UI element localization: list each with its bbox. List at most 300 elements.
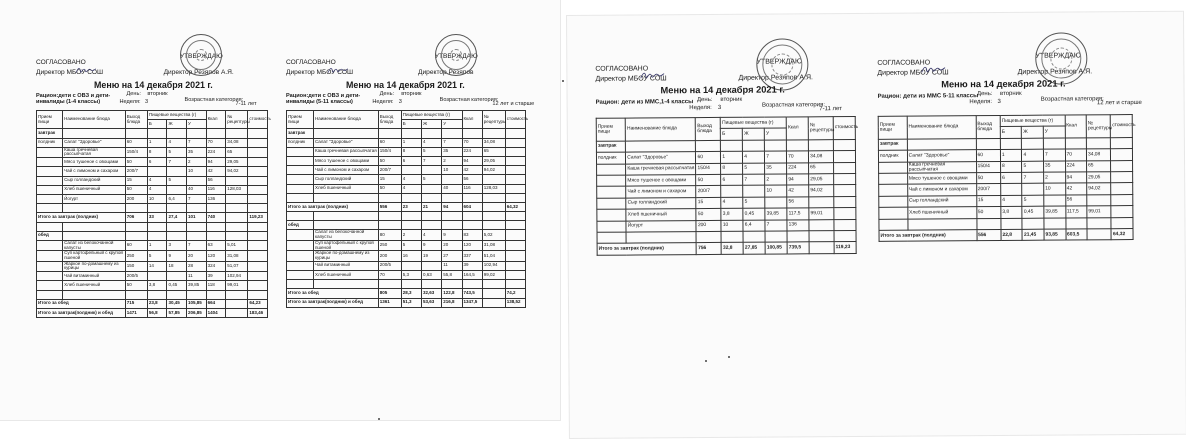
signature-icon bbox=[75, 66, 97, 75]
col-header-kcal: Ккал bbox=[206, 111, 226, 129]
cell: 20 bbox=[442, 240, 462, 250]
cell bbox=[167, 167, 187, 176]
cell bbox=[1086, 137, 1110, 149]
cell bbox=[1044, 218, 1066, 230]
director-name: Директор Резяпов А.Я. bbox=[163, 69, 234, 76]
cell: 1 bbox=[147, 138, 167, 147]
cell: 29,05 bbox=[482, 156, 505, 165]
cell bbox=[248, 272, 268, 281]
dish-name: Чай витаминный bbox=[314, 261, 379, 270]
cell: 324 bbox=[206, 261, 226, 271]
col-header-name: Наименование блюда bbox=[907, 116, 976, 139]
week-label: Неделя: bbox=[969, 99, 993, 106]
cell: 150/4 bbox=[378, 147, 401, 156]
cell: 1471 bbox=[125, 308, 147, 317]
cell: 35 bbox=[187, 147, 207, 157]
signature-left bbox=[327, 62, 349, 80]
dish-name: Хлеб пшеничный bbox=[63, 281, 126, 290]
cell bbox=[1087, 217, 1111, 229]
cell: 60 bbox=[976, 150, 1000, 162]
dish-name: Каша гречневая рассыпчатая bbox=[626, 163, 696, 175]
cell: 119,23 bbox=[834, 242, 856, 254]
table-row bbox=[287, 193, 526, 202]
cell: 206,85 bbox=[187, 308, 207, 317]
cell: 10 bbox=[187, 167, 207, 176]
cell: 4 bbox=[721, 197, 743, 209]
cell: 5 bbox=[167, 176, 187, 185]
total-row bbox=[37, 213, 268, 222]
cell bbox=[248, 138, 268, 147]
meal-cell bbox=[597, 186, 626, 198]
cell: 16 bbox=[401, 251, 421, 261]
seal-stamp-icon bbox=[756, 38, 808, 90]
meal-cell bbox=[597, 209, 626, 221]
total-row bbox=[287, 298, 526, 307]
cell bbox=[1043, 138, 1065, 150]
col-header-u: У bbox=[187, 120, 207, 129]
cell: 6 bbox=[147, 158, 167, 167]
cell bbox=[206, 204, 226, 213]
dish-name: Салат "Здоровье" bbox=[907, 150, 976, 162]
cell: 4 bbox=[421, 230, 441, 240]
table-row bbox=[287, 251, 526, 261]
cell bbox=[226, 290, 248, 299]
cell: 4 bbox=[1022, 149, 1044, 161]
cell bbox=[505, 193, 525, 202]
cell bbox=[1111, 183, 1133, 195]
meal-cell bbox=[287, 175, 314, 184]
cell bbox=[809, 219, 834, 231]
ration-label: Рацион: дети из ММС,1-4 классы bbox=[595, 99, 694, 106]
table-row bbox=[287, 166, 526, 175]
cell: 56 bbox=[1065, 195, 1087, 207]
col-header-zh: Ж bbox=[421, 120, 441, 129]
cell bbox=[1065, 217, 1087, 229]
cell bbox=[167, 272, 187, 281]
cell bbox=[226, 176, 248, 185]
cell: 70 bbox=[787, 151, 809, 163]
cell: 4 bbox=[147, 185, 167, 194]
menu-title: Меню на 14 декабря 2021 г. bbox=[660, 84, 785, 96]
day-label: День: bbox=[696, 96, 713, 104]
cell: 56 bbox=[462, 175, 482, 184]
cell: 739,5 bbox=[787, 242, 809, 254]
cell: 200 bbox=[378, 251, 401, 261]
cell bbox=[248, 176, 268, 185]
scan-right bbox=[567, 12, 1186, 438]
cell bbox=[743, 231, 765, 243]
col-header-b: Б bbox=[721, 129, 743, 141]
cell: 5 bbox=[401, 240, 421, 250]
cell: 22,8 bbox=[1001, 229, 1023, 241]
cell bbox=[147, 231, 167, 240]
total-label: Итого за завтрак (полдник) bbox=[287, 202, 379, 211]
cell: 0,45 bbox=[167, 281, 187, 290]
cell: 7 bbox=[421, 156, 441, 165]
col-header-name: Наименование блюда bbox=[314, 111, 379, 129]
cell: 60 bbox=[125, 138, 147, 147]
cell: 93,85 bbox=[1044, 229, 1066, 241]
cell bbox=[167, 290, 187, 299]
cell: 34,08 bbox=[226, 138, 248, 147]
cell bbox=[378, 221, 401, 230]
meal-cell bbox=[287, 270, 314, 279]
cell bbox=[462, 129, 482, 138]
age-category-label: Возрастная категория: bbox=[762, 102, 826, 109]
cell: 35 bbox=[442, 147, 462, 156]
cell: 34,08 bbox=[482, 138, 505, 147]
meal-cell bbox=[37, 281, 63, 290]
cell: 200/7 bbox=[125, 167, 147, 176]
cell bbox=[482, 212, 505, 221]
cell bbox=[226, 129, 248, 138]
cell: 5 bbox=[743, 163, 765, 175]
total-label: Итого за завтрак(полдник) и обед bbox=[287, 298, 379, 307]
col-header-zh: Ж bbox=[1022, 127, 1044, 139]
cell: 28 bbox=[187, 261, 207, 271]
meal-cell bbox=[37, 240, 63, 250]
dish-name: Каша гречневая рассыпчатая bbox=[63, 147, 126, 157]
seal-stamp-icon bbox=[1035, 32, 1087, 84]
col-header-u: У bbox=[1043, 126, 1065, 138]
cell: 32,8 bbox=[721, 243, 743, 255]
cell bbox=[505, 230, 525, 240]
meal-cell bbox=[879, 207, 908, 219]
cell: 83 bbox=[462, 230, 482, 240]
dish-name bbox=[63, 290, 126, 299]
cell: 6 bbox=[721, 174, 743, 186]
cell: 8 bbox=[721, 163, 743, 175]
total-row bbox=[597, 242, 856, 255]
cell bbox=[187, 204, 207, 213]
col-header-name: Наименование блюда bbox=[625, 118, 695, 141]
meal-cell bbox=[597, 164, 626, 176]
table-row bbox=[37, 251, 268, 261]
meal-cell bbox=[287, 261, 314, 270]
cell bbox=[147, 222, 167, 231]
cell: 10 bbox=[147, 194, 167, 203]
cell bbox=[248, 231, 268, 240]
total-label: Итого за обед bbox=[37, 299, 126, 308]
cell bbox=[1087, 194, 1111, 206]
cell bbox=[1065, 138, 1087, 150]
cell bbox=[976, 138, 1000, 150]
cell: 50 bbox=[125, 158, 147, 167]
cell bbox=[833, 139, 855, 151]
cell: 4 bbox=[147, 176, 167, 185]
cell bbox=[1022, 138, 1044, 150]
cell: 1404 bbox=[206, 308, 226, 317]
table-row bbox=[37, 204, 268, 213]
cell: 120 bbox=[206, 251, 226, 261]
cell: 65 bbox=[1087, 160, 1111, 172]
meal-cell bbox=[879, 196, 908, 208]
cell bbox=[809, 242, 834, 254]
cell bbox=[421, 166, 441, 175]
cell bbox=[421, 129, 441, 138]
meal-cell: полдник bbox=[287, 138, 314, 147]
cell: 5,01 bbox=[226, 240, 248, 250]
cell bbox=[833, 151, 855, 163]
cell: 10 bbox=[765, 185, 787, 197]
speck bbox=[562, 80, 564, 82]
total-row bbox=[37, 308, 268, 317]
cell bbox=[505, 240, 525, 250]
cell bbox=[505, 175, 525, 184]
age-category-value: 7-11 лет bbox=[235, 101, 257, 107]
section-breakfast bbox=[287, 129, 526, 138]
cell bbox=[721, 231, 743, 243]
col-header-output: Выход блюда bbox=[976, 115, 1001, 138]
cell: 102,94 bbox=[226, 272, 248, 281]
cell: 101 bbox=[187, 213, 207, 222]
col-header-zh: Ж bbox=[743, 129, 765, 141]
dish-name: Жаркое по-домашнему из курицы bbox=[314, 251, 379, 261]
cell bbox=[248, 158, 268, 167]
menu-title: Меню на 14 декабря 2021 г. bbox=[941, 78, 1066, 90]
cell bbox=[462, 193, 482, 202]
director-school: Директор МБОУ СОШ bbox=[36, 69, 104, 76]
cell: 200/7 bbox=[378, 166, 401, 175]
meal-cell: полдник bbox=[37, 138, 63, 147]
cell: 15 bbox=[378, 175, 401, 184]
speck bbox=[728, 356, 730, 358]
col-header-output: Выход блюда bbox=[696, 117, 721, 140]
cell: 99,01 bbox=[226, 281, 248, 290]
cell: 6,4 bbox=[743, 220, 765, 232]
menu-table bbox=[36, 110, 271, 318]
cell bbox=[401, 193, 421, 202]
dish-name: Салат "Здоровье" bbox=[63, 138, 126, 147]
dish-name: Йогурт bbox=[63, 194, 126, 203]
col-header-kcal: Ккал bbox=[786, 117, 808, 140]
cell bbox=[1087, 229, 1111, 241]
menu-table bbox=[878, 114, 1134, 242]
dish-name: Мясо тушеное с овощами bbox=[626, 175, 696, 187]
cell bbox=[1001, 218, 1023, 230]
cell bbox=[442, 193, 462, 202]
dish-name bbox=[314, 212, 379, 221]
cell: 5,02 bbox=[482, 230, 505, 240]
cell bbox=[421, 212, 441, 221]
dish-name: Чай витаминный bbox=[63, 272, 126, 281]
table-row bbox=[37, 194, 268, 203]
total-label: Итого за обед bbox=[287, 289, 379, 298]
cell: 53,63 bbox=[421, 298, 441, 307]
day-value: вторник bbox=[999, 90, 1022, 97]
cell: 7 bbox=[187, 138, 207, 147]
cell bbox=[401, 280, 421, 289]
meal-cell bbox=[287, 156, 314, 165]
cell: 32,63 bbox=[421, 289, 441, 298]
cell: 250 bbox=[378, 240, 401, 250]
menu-page-1 bbox=[36, 40, 271, 440]
cell bbox=[226, 308, 248, 317]
cell bbox=[505, 270, 525, 279]
age-category-value: 12 лет и старше bbox=[1096, 99, 1142, 107]
cell: 70 bbox=[462, 138, 482, 147]
cell: 715 bbox=[125, 299, 147, 308]
cell bbox=[1022, 218, 1044, 230]
cell bbox=[206, 290, 226, 299]
dish-name: Хлеб пшеничный bbox=[314, 270, 379, 279]
cell: 805 bbox=[378, 289, 401, 298]
cell bbox=[482, 221, 505, 230]
cell bbox=[1111, 160, 1133, 172]
col-header-kcal: Ккал bbox=[462, 111, 482, 129]
cell: 70 bbox=[378, 270, 401, 279]
table-row bbox=[287, 230, 526, 240]
dish-name bbox=[314, 193, 379, 202]
cell: 6 bbox=[401, 156, 421, 165]
cell: 94 bbox=[206, 158, 226, 167]
cell: 50 bbox=[125, 185, 147, 194]
cell: 1 bbox=[1000, 149, 1022, 161]
cell bbox=[765, 231, 787, 243]
cell bbox=[147, 272, 167, 281]
cell bbox=[167, 231, 187, 240]
cell: 21 bbox=[421, 202, 441, 211]
cell bbox=[1111, 194, 1133, 206]
cell: 100,85 bbox=[765, 242, 787, 254]
cell bbox=[834, 173, 856, 185]
cell: 50 bbox=[696, 209, 721, 221]
cell: 138,52 bbox=[505, 298, 525, 307]
cell: 29,05 bbox=[809, 174, 834, 186]
cell: 50 bbox=[125, 281, 147, 290]
cell bbox=[721, 186, 743, 198]
cell: 183,46 bbox=[248, 308, 268, 317]
approved-label: СОГЛАСОВАНО bbox=[286, 59, 336, 66]
cell: 0,63 bbox=[421, 270, 441, 279]
cell bbox=[421, 280, 441, 289]
cell: 55,8 bbox=[442, 270, 462, 279]
week-label: Неделя: bbox=[119, 99, 141, 105]
cell: 216,8 bbox=[442, 298, 462, 307]
cell: 4 bbox=[401, 184, 421, 193]
cell bbox=[505, 156, 525, 165]
meal-cell bbox=[37, 290, 63, 299]
cell: 42 bbox=[462, 166, 482, 175]
cell: 10 bbox=[1044, 183, 1066, 195]
cell: 2 bbox=[1044, 172, 1066, 184]
week-value: 3 bbox=[717, 104, 722, 111]
meal-cell bbox=[879, 162, 908, 174]
menu-page-4 bbox=[877, 42, 1142, 444]
cell: 740 bbox=[206, 213, 226, 222]
cell: 250 bbox=[125, 251, 147, 261]
menu-title: Меню на 14 декабря 2021 г. bbox=[346, 80, 465, 90]
cell: 60 bbox=[378, 138, 401, 147]
cell bbox=[226, 194, 248, 203]
cell bbox=[206, 231, 226, 240]
cell: 116 bbox=[462, 184, 482, 193]
cell: 120 bbox=[462, 240, 482, 250]
meal-cell bbox=[287, 251, 314, 261]
dish-name bbox=[314, 280, 379, 289]
col-header-cost: стоимость bbox=[248, 111, 268, 129]
cell: 5 bbox=[421, 175, 441, 184]
approve-label: УТВЕРЖДАЮ bbox=[756, 58, 803, 66]
cell: 117,5 bbox=[1065, 206, 1087, 218]
cell bbox=[462, 280, 482, 289]
dish-name: Сыр голландский bbox=[314, 175, 379, 184]
cell bbox=[125, 129, 147, 138]
cell: 200 bbox=[696, 220, 721, 232]
cell bbox=[125, 222, 147, 231]
col-header-recipe: № рецептуры bbox=[808, 117, 833, 140]
cell: 4 bbox=[743, 151, 765, 163]
cell: 28,3 bbox=[401, 289, 421, 298]
cell bbox=[626, 140, 696, 152]
ration-label: Рацион: дети из МMC 5-11 классы bbox=[877, 93, 979, 100]
meal-cell bbox=[37, 272, 63, 281]
cell: 8 bbox=[147, 147, 167, 157]
cell: 29,05 bbox=[1087, 172, 1111, 184]
col-header-recipe: № рецептуры bbox=[1086, 115, 1111, 138]
scan-left bbox=[0, 0, 560, 420]
day-label: День: bbox=[976, 91, 993, 98]
age-category-value: 7-11 лет bbox=[819, 106, 842, 113]
cell: 200/7 bbox=[976, 184, 1000, 196]
cell: 74,2 bbox=[505, 289, 525, 298]
cell: 7 bbox=[1043, 149, 1065, 161]
cell: 7 bbox=[167, 158, 187, 167]
cell: 5 bbox=[1022, 161, 1044, 173]
table-row bbox=[287, 212, 526, 221]
cell: 164,5 bbox=[462, 270, 482, 279]
cell: 56,8 bbox=[147, 308, 167, 317]
table-row bbox=[287, 240, 526, 250]
signature-icon bbox=[921, 64, 947, 75]
table-row bbox=[37, 138, 268, 147]
meal-cell bbox=[287, 166, 314, 175]
total-row bbox=[879, 228, 1133, 241]
cell: 1 bbox=[147, 240, 167, 250]
meal-cell bbox=[597, 198, 626, 210]
cell bbox=[907, 138, 976, 150]
cell bbox=[482, 129, 505, 138]
cell: 42 bbox=[1065, 183, 1087, 195]
table-row bbox=[287, 156, 526, 165]
cell: 603,5 bbox=[1065, 229, 1087, 241]
table-row bbox=[287, 175, 526, 184]
cell: 11 bbox=[442, 261, 462, 270]
signature-icon bbox=[640, 70, 666, 81]
cell bbox=[187, 231, 207, 240]
cell: 64,32 bbox=[1111, 228, 1133, 240]
cell bbox=[721, 140, 743, 152]
cell bbox=[505, 147, 525, 156]
cell: 94 bbox=[1065, 172, 1087, 184]
table-row bbox=[287, 138, 526, 147]
cell: 30,45 bbox=[167, 299, 187, 308]
cell bbox=[401, 212, 421, 221]
cell bbox=[442, 280, 462, 289]
cell: 664 bbox=[206, 299, 226, 308]
col-header-output: Выход блюда bbox=[378, 111, 401, 129]
cell: 200 bbox=[125, 194, 147, 203]
cell: 150/4 bbox=[696, 163, 721, 175]
cell bbox=[482, 202, 505, 211]
dish-name: Салат "Здоровье" bbox=[314, 138, 379, 147]
col-header-kcal: Ккал bbox=[1065, 115, 1087, 138]
dish-name bbox=[63, 222, 126, 231]
cell bbox=[787, 231, 809, 243]
meal-cell bbox=[879, 184, 908, 196]
cell bbox=[505, 184, 525, 193]
cell: 4 bbox=[167, 138, 187, 147]
